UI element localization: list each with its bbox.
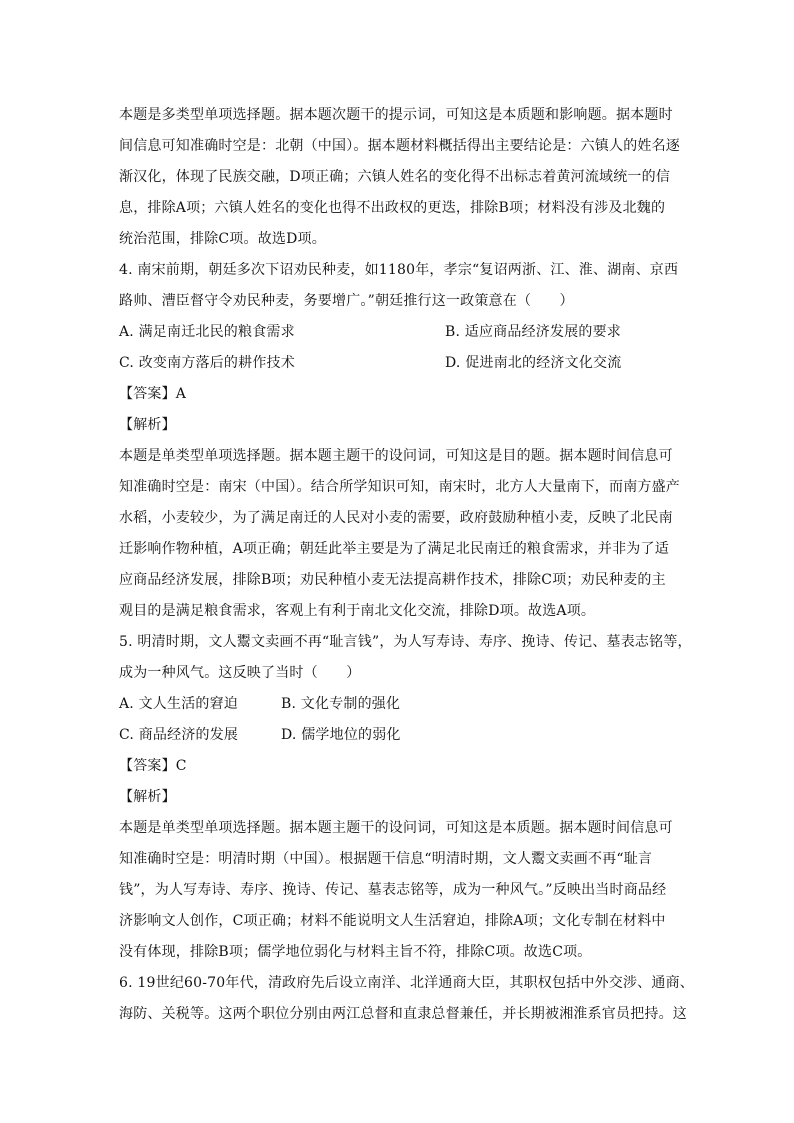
- document-body: [119, 100, 694, 1030]
- analysis-line: 知准确时空是：明清时期（中国）。根据题干信息“明清时期，文人鬻文卖画不再“耻言: [119, 851, 653, 867]
- analysis-label: 【解析】: [119, 417, 176, 433]
- option-row: [119, 317, 689, 348]
- question-stem: 6. 19世纪60-70年代，清政府先后设立南洋、北洋通商大臣，其职权包括中外交涉、通商、: [119, 975, 694, 991]
- answer-label: 【答案】C: [119, 758, 187, 774]
- analysis-line: 知准确时空是：南宋（中国）。结合所学知识可知，南宋时，北方人大量南下，而南方盛产: [119, 479, 680, 495]
- analysis-label: 【解析】: [119, 789, 176, 805]
- analysis-line: 本题是单类型单项选择题。据本题主题干的设问词，可知这是本质题。据本题时间信息可: [119, 820, 673, 836]
- question-stem: 成为一种风气。这反映了当时（ ）: [119, 665, 361, 681]
- option-b: B. 适应商品经济发展的要求: [445, 324, 621, 340]
- analysis-line: 钱”，为人写寿诗、寿序、挽诗、传记、墓表志铭等，成为一种风气。”反映出当时商品经: [119, 882, 667, 898]
- text-line: 统治范围，排除C项。故选D项。: [119, 231, 326, 247]
- analysis-line: 本题是单类型单项选择题。据本题主题干的设问词，可知这是目的题。据本题时间信息可: [119, 448, 673, 464]
- text-line: 息，排除A项；六镇人姓名的变化也得不出政权的更迭，排除B项；材料没有涉及北魏的: [119, 200, 666, 216]
- analysis-line: 应商品经济发展，排除B项；劝民种植小麦无法提高耕作技术，排除C项；劝民种麦的主: [119, 572, 666, 588]
- question-stem: 路帅、漕臣督守令劝民种麦，务要增广。”朝廷推行这一政策意在（ ）: [119, 293, 574, 309]
- option-row: [119, 689, 689, 720]
- text-line: 间信息可知准确时空是：北朝（中国）。据本题材料概括得出主要结论是：六镇人的姓名逐: [119, 138, 680, 154]
- option-a: A. 文人生活的窘迫: [119, 696, 239, 712]
- text-line: 本题是多类型单项选择题。据本题次题干的提示词，可知这是本质题和影响题。据本题时: [119, 107, 673, 123]
- analysis-line: 观目的是满足粮食需求，客观上有利于南北文化交流，排除D项。故选A项。: [119, 603, 596, 619]
- question-stem: 海防、关税等。这两个职位分别由两江总督和直隶总督兼任，并长期被湘淮系官员把持。这: [119, 1006, 687, 1022]
- option-c: C. 改变南方落后的耕作技术: [119, 355, 295, 371]
- question-6: [119, 968, 694, 1030]
- question-stem: 5. 明清时期，文人鬻文卖画不再“耻言钱”，为人写寿诗、寿序、挽诗、传记、墓表志铭等，: [119, 634, 692, 650]
- question-5: [119, 627, 692, 968]
- option-a: A. 满足南迁北民的粮食需求: [119, 324, 295, 340]
- answer-label: 【答案】A: [119, 386, 187, 402]
- question-stem: 4. 南宋前期，朝廷多次下诏劝民种麦，如1180年，孝宗“复诏两浙、江、淮、湖南、京西: [119, 262, 679, 278]
- analysis-line: 水稻，小麦较少，为了满足南迁的人民对小麦的需要，政府鼓励种植小麦，反映了北民南: [119, 510, 673, 526]
- option-d: D. 促进南北的经济文化交流: [445, 355, 622, 371]
- analysis-line: 济影响文人创作，C项正确；材料不能说明文人生活窘迫，排除A项；文化专制在材料中: [119, 913, 666, 929]
- analysis-line: 迁影响作物种植，A项正确；朝廷此举主要是为了满足北民南迁的粮食需求，并非为了适: [119, 541, 669, 557]
- option-b: B. 文化专制的强化: [281, 696, 401, 712]
- text-line: 渐汉化，体现了民族交融，D项正确；六镇人姓名的变化得不出标志着黄河流域统一的信: [119, 169, 671, 185]
- analysis-line: 没有体现，排除B项；儒学地位弱化与材料主旨不符，排除C项。故选C项。: [119, 944, 592, 960]
- option-d: D. 儒学地位的弱化: [281, 727, 401, 743]
- option-row: [119, 348, 689, 379]
- question-4: [119, 255, 689, 627]
- option-row: [119, 720, 689, 751]
- option-c: C. 商品经济的发展: [119, 727, 239, 743]
- previous-analysis: [119, 100, 689, 255]
